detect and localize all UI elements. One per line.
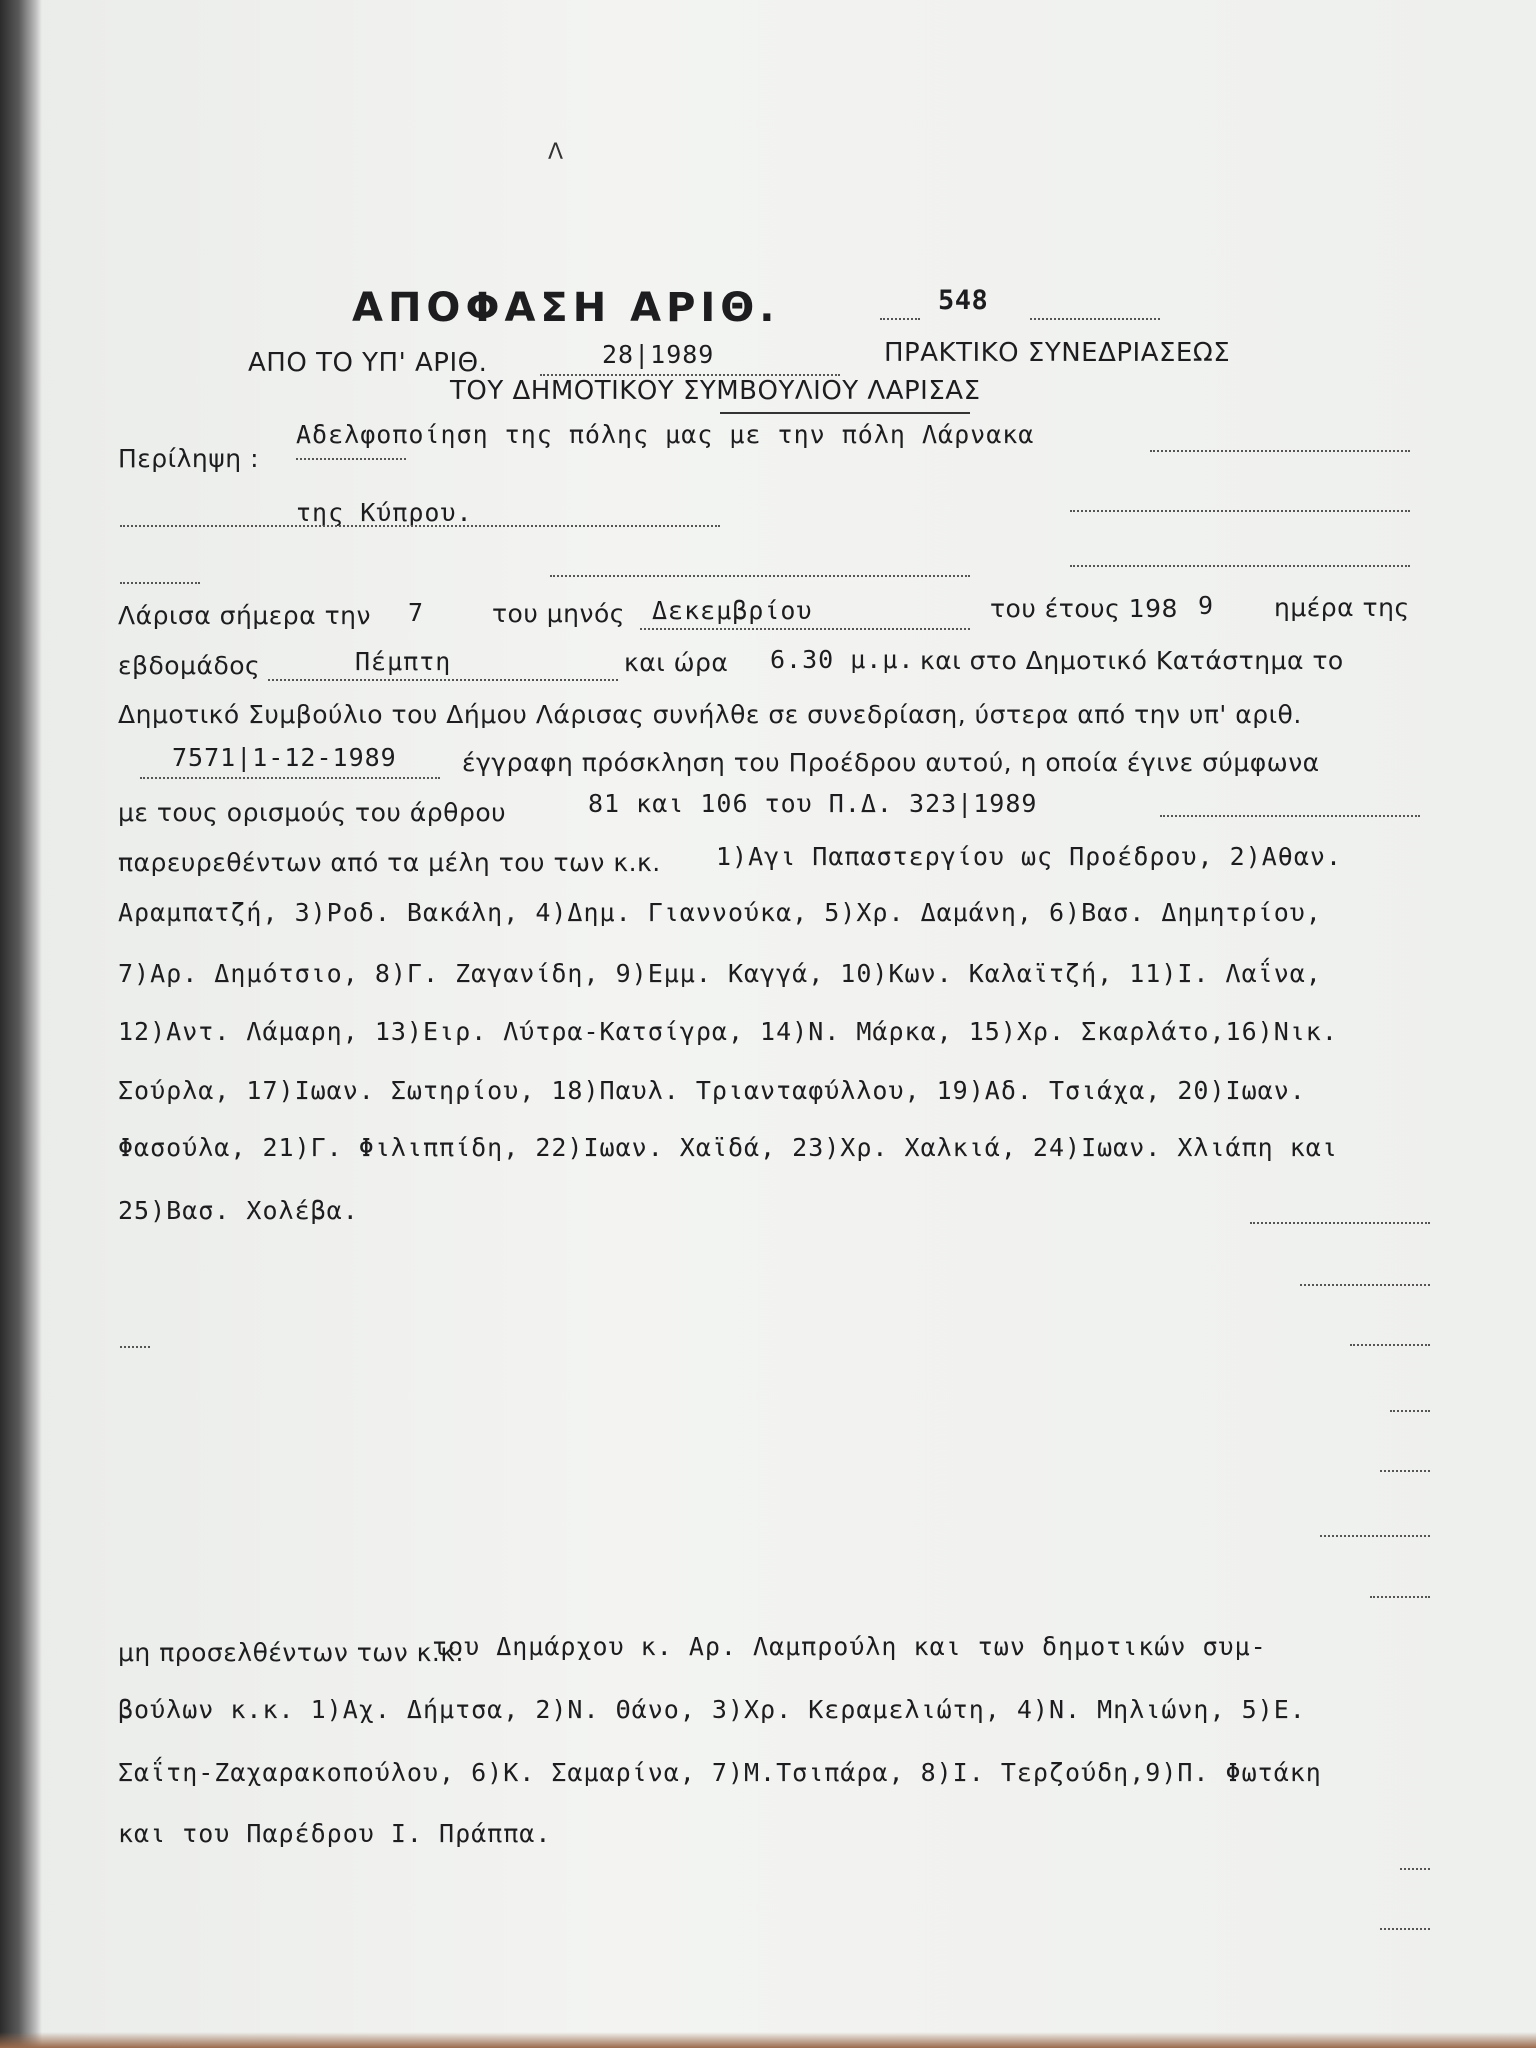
present-line: 12)Αντ. Λάμαρη, 13)Ειρ. Λύτρα-Κατσίγρα, 14)Ν. Μάρκα, 15)Χρ. Σκαρλάτο,16)Νικ. [118,1017,1338,1046]
session-text-1: Λάρισα σήμερα την [118,601,371,630]
dotted-line [1390,1410,1430,1412]
session-text-7: και στο Δημοτικό Κατάστημα το [920,646,1344,675]
session-text-6: και ώρα [624,648,729,677]
dotted-line [1380,1470,1430,1472]
session-text-5: εβδομάδος [118,651,261,680]
decision-number: 548 [938,285,989,316]
summary-line-2: της Κύπρου. [296,498,473,527]
dotted-line [1370,1596,1430,1598]
invitation-ref: 7571|1-12-1989 [172,743,397,772]
dotted-line [1350,1344,1430,1346]
minutes-number: 28|1989 [602,340,715,369]
dotted-line [1070,510,1410,512]
session-text-3: του έτους 198 [990,594,1178,623]
dotted-line [296,458,406,460]
dotted-line [268,679,618,681]
dotted-line [120,1346,150,1348]
present-line: 25)Βασ. Χολέβα. [118,1196,359,1225]
dotted-line [1150,450,1410,452]
dotted-line [640,628,970,630]
dotted-line [1380,1928,1430,1930]
absent-line: του Δημάρχου κ. Αρ. Λαμπρούλη και των δημοτικών συμ- [432,1632,1267,1661]
session-text-4: ημέρα της [1274,593,1410,622]
session-weekday: Πέμπτη [355,647,452,676]
council-label: ΤΟΥ ΔΗΜΟΤΙΚΟΥ ΣΥΜΒΟΥΛΙΟΥ ΛΑΡΙΣΑΣ [450,376,981,406]
decision-title: ΑΠΟΦΑΣΗ ΑΡΙΘ. [352,285,780,331]
dotted-line [1250,1222,1430,1224]
present-label: παρευρεθέντων από τα μέλη του των κ.κ. [118,848,661,877]
session-month: Δεκεμβρίου [652,596,813,625]
dotted-line [880,318,920,320]
session-text-9: έγγραφη πρόσκληση του Προέδρου αυτού, η οποία έγινε σύμφωνα [462,748,1320,777]
present-line: Αραμπατζή, 3)Ροδ. Βακάλη, 4)Δημ. Γιαννούκα, 5)Χρ. Δαμάνη, 6)Βασ. Δημητρίου, [118,898,1322,927]
absent-line: Σαΐτη-Ζαχαρακοπούλου, 6)Κ. Σαμαρίνα, 7)Μ.Τσιπάρα, 8)Ι. Τερζούδη,9)Π. Φωτάκη [118,1758,1322,1787]
absent-label: μη προσελθέντων των κ.κ. [118,1638,464,1667]
absent-line: και του Παρέδρου Ι. Πράππα. [118,1819,552,1848]
dotted-line [1030,318,1160,320]
articles-ref: 81 και 106 του Π.Δ. 323|1989 [588,789,1038,818]
present-line: 1)Αγι Παπαστεργίου ως Προέδρου, 2)Αθαν. [716,842,1342,871]
dotted-line [140,777,440,779]
dotted-line [120,525,720,527]
session-year-digit: 9 [1198,591,1215,620]
top-mark: Λ [548,140,564,165]
council-underline [720,412,970,414]
present-line: 7)Αρ. Δημότσιο, 8)Γ. Ζαγανίδη, 9)Εμμ. Καγγά, 10)Κων. Καλαϊτζή, 11)Ι. Λαΐνα, [118,959,1322,988]
scanner-shadow-edge [0,0,42,2048]
dotted-line [1070,565,1410,567]
present-line: Σούρλα, 17)Ιωαν. Σωτηρίου, 18)Παυλ. Τριανταφύλλου, 19)Αδ. Τσιάχα, 20)Ιωαν. [118,1076,1306,1105]
session-text-10: με τους ορισμούς του άρθρου [118,798,507,827]
dotted-line [1160,815,1420,817]
present-line: Φασούλα, 21)Γ. Φιλιππίδη, 22)Ιωαν. Χαϊδά, 23)Χρ. Χαλκιά, 24)Ιωαν. Χλιάπη και [118,1133,1338,1162]
minutes-label: ΠΡΑΚΤΙΚΟ ΣΥΝΕΔΡΙΑΣΕΩΣ [884,338,1231,368]
session-time: 6.30 μ.μ. [770,645,915,674]
absent-line: βούλων κ.κ. 1)Αχ. Δήμτσα, 2)Ν. Θάνο, 3)Χρ. Κεραμελιώτη, 4)Ν. Μηλιώνη, 5)Ε. [118,1695,1306,1724]
session-text-8: Δημοτικό Συμβούλιο του Δήμου Λάρισας συνήλθε σε συνεδρίαση, ύστερα από την υπ' αριθ. [118,700,1302,729]
session-day: 7 [408,598,425,627]
summary-label: Περίληψη : [118,444,259,473]
from-label: ΑΠΟ ΤΟ ΥΠ' ΑΡΙΘ. [248,348,488,378]
scan-bottom-edge [0,2032,1536,2048]
dotted-line [1400,1868,1430,1870]
dotted-line [1300,1284,1430,1286]
dotted-line [1320,1535,1430,1537]
dotted-line [550,575,970,577]
summary-line-1: Αδελφοποίηση της πόλης μας με την πόλη Λάρνακα [296,420,1035,449]
session-text-2: του μηνός [492,599,625,628]
dotted-line [120,582,200,584]
